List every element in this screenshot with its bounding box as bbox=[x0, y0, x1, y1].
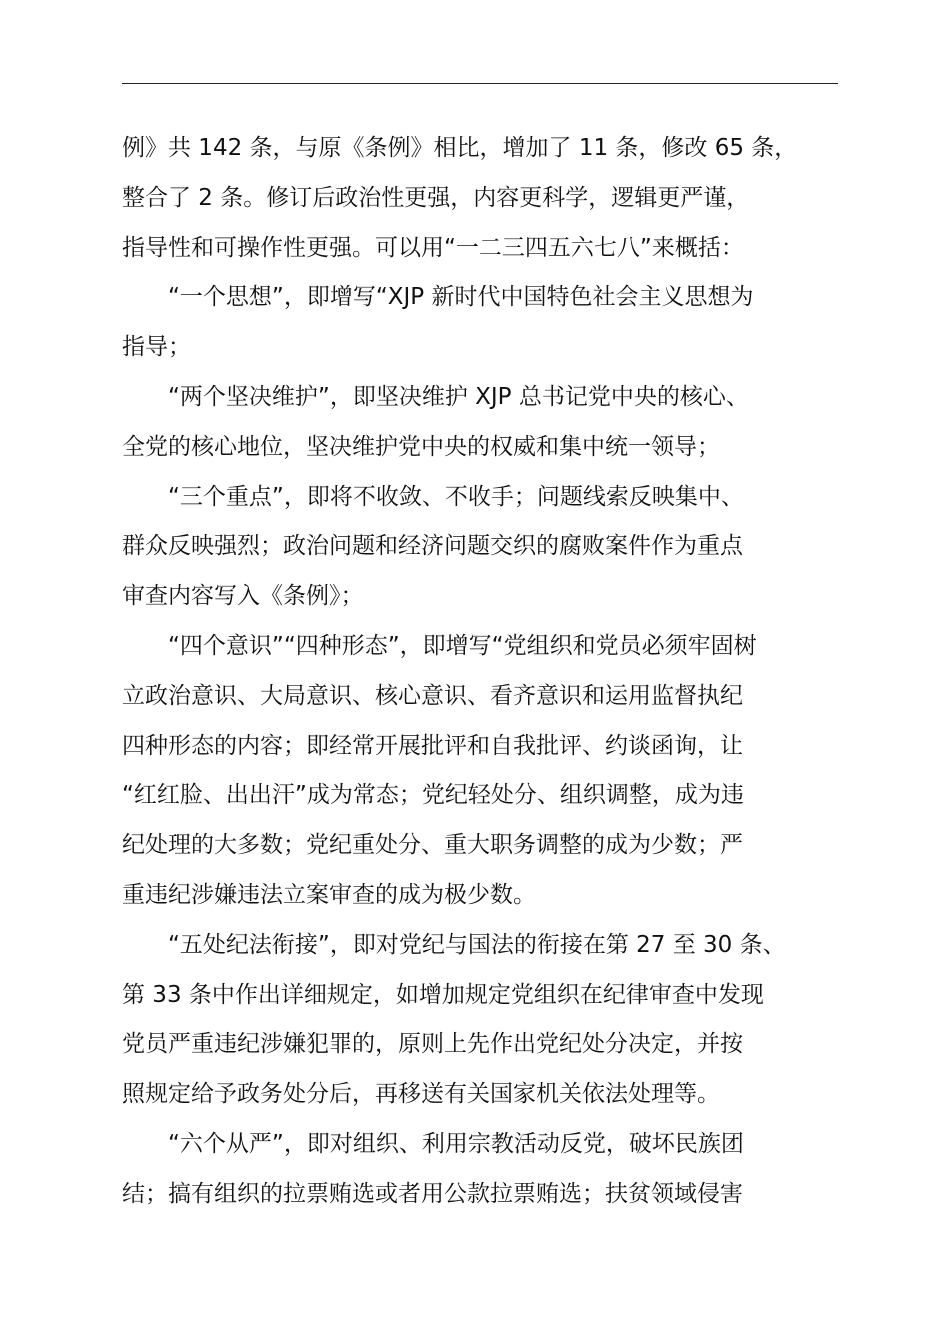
text-line: 党员严重违纪涉嫌犯罪的，原则上先作出党纪处分决定，并按 bbox=[122, 1031, 743, 1058]
body-text bbox=[122, 124, 838, 1220]
paragraph-start-line: “五处纪法衔接”，即对党纪与国法的衔接在第 27 至 30 条、 bbox=[168, 931, 786, 958]
paragraph-start-line: “一个思想”，即增写“XJP 新时代中国特色社会主义思想为 bbox=[168, 284, 754, 311]
text-line: 纪处理的大多数；党纪重处分、重大职务调整的成为少数；严 bbox=[122, 832, 743, 859]
text-line: 结；搞有组织的拉票贿选或者用公款拉票贿选；扶贫领域侵害 bbox=[122, 1180, 743, 1207]
text-line: “红红脸、出出汗”成为常态；党纪轻处分、组织调整，成为违 bbox=[122, 782, 744, 809]
text-line: 重违纪涉嫌违法立案审查的成为极少数。 bbox=[122, 881, 536, 908]
text-line: 照规定给予政务处分后，再移送有关国家机关依法处理等。 bbox=[122, 1081, 720, 1108]
paragraph-start-line: “四个意识”“四种形态”，即增写“党组织和党员必须牢固树 bbox=[168, 632, 757, 659]
text-line: 立政治意识、大局意识、核心意识、看齐意识和运用监督执纪 bbox=[122, 682, 743, 709]
paragraph-start-line: “六个从严”，即对组织、利用宗教活动反党，破坏民族团 bbox=[168, 1130, 744, 1157]
paragraph-start-line: “三个重点”，即将不收敛、不收手；问题线索反映集中、 bbox=[168, 483, 744, 510]
text-line: 四种形态的内容；即经常开展批评和自我批评、约谈函询，让 bbox=[122, 732, 743, 759]
text-line: 第 33 条中作出详细规定，如增加规定党组织在纪律审查中发现 bbox=[122, 981, 764, 1008]
text-line: 整合了 2 条。修订后政治性更强，内容更科学，逻辑更严谨， bbox=[122, 184, 750, 211]
text-line: 例》共 142 条，与原《条例》相比，增加了 11 条，修改 65 条， bbox=[122, 135, 798, 161]
text-line: 审查内容写入《条例》； bbox=[122, 583, 364, 610]
text-line: 全党的核心地位，坚决维护党中央的权威和集中统一领导； bbox=[122, 433, 720, 460]
paragraph-start-line: “两个坚决维护”，即坚决维护 XJP 总书记党中央的核心、 bbox=[168, 383, 749, 410]
text-line: 指导； bbox=[122, 334, 191, 361]
text-line: 指导性和可操作性更强。可以用“一二三四五六七八”来概括： bbox=[122, 234, 744, 261]
header-rule bbox=[122, 83, 838, 84]
text-line: 群众反映强烈；政治问题和经济问题交织的腐败案件作为重点 bbox=[122, 533, 743, 560]
